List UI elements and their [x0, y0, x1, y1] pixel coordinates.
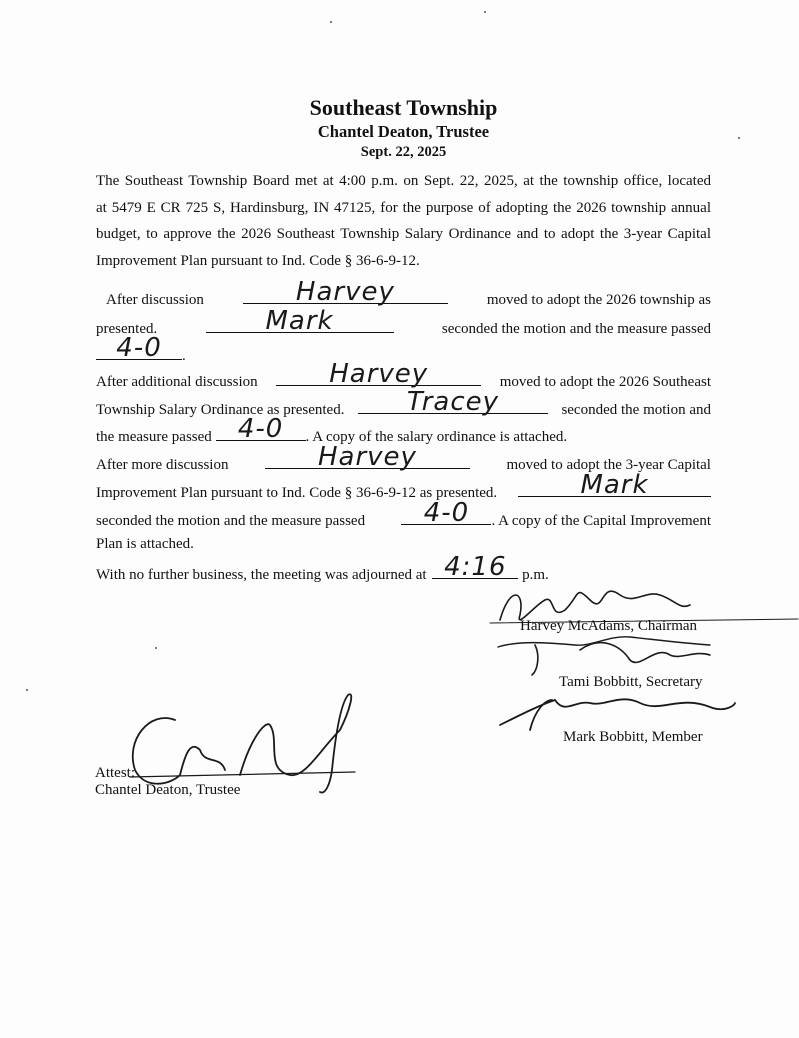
motion2-seconder: Tracey [406, 387, 500, 417]
motion1-mover-blank [243, 277, 448, 307]
motion1-lead: After discussion [106, 292, 204, 308]
motion3-mover-blank [265, 442, 470, 472]
motion2-line3-lead: the measure passed [96, 429, 212, 445]
motion3-vote: 4-0 [423, 498, 470, 528]
motion1-seconder-blank [206, 306, 394, 336]
motion1-after-mover: moved to adopt the 2026 township as [486, 292, 711, 308]
motion1-period: . [182, 348, 186, 364]
motion2-after-seconder: seconded the motion and [561, 402, 711, 418]
motion2-line1 [96, 359, 711, 391]
intro-paragraph [96, 168, 711, 274]
motion2-line2 [96, 387, 711, 419]
motion1-presented: presented. [96, 321, 158, 337]
motion2-mover: Harvey [329, 359, 429, 389]
motion3-seconder-blank [518, 470, 711, 500]
trustee-line: Chantel Deaton, Trustee [317, 122, 490, 141]
board-signatures-graphic [480, 575, 799, 750]
motion1-vote: 4-0 [116, 333, 162, 363]
secretary-label: Tami Bobbitt, Secretary [559, 674, 703, 690]
motion3-after-mover: moved to adopt the 3-year Capital [506, 457, 711, 473]
motion1-vote-blank [96, 333, 182, 363]
scan-speck [26, 689, 28, 691]
meeting-date: Sept. 22, 2025 [360, 144, 447, 160]
motion1-line3 [96, 333, 186, 365]
attest-label: Attest: [95, 765, 135, 781]
motion3-line2-lead: Improvement Plan pursuant to Ind. Code § 36-6-9-12 as presented. [96, 485, 498, 501]
intro-line: Improvement Plan pursuant to Ind. Code § 36-6-9-12. [96, 252, 420, 269]
adjourn-tail: p.m. [522, 567, 549, 583]
motion1-line2 [96, 306, 711, 338]
motion3-vote-blank [401, 498, 491, 528]
intro-line: The Southeast Township Board met at 4:00 p.m. on Sept. 22, 2025, at the township office, located [96, 173, 711, 189]
trustee-signature-label: Chantel Deaton, Trustee [95, 782, 241, 798]
motion2-mover-blank [276, 359, 481, 389]
motion1-after-seconder: seconded the motion and the measure passed [441, 321, 711, 337]
motion3-mover: Harvey [317, 442, 417, 472]
document-title: Southeast Township [309, 95, 498, 120]
intro-line: budget, to approve the 2026 Southeast Township Salary Ordinance and to adopt the 3-year Capital [96, 226, 711, 242]
chairman-label: Harvey McAdams, Chairman [520, 618, 698, 634]
motion3-line3-lead: seconded the motion and the measure passed [96, 513, 366, 529]
member-label: Mark Bobbitt, Member [563, 729, 703, 745]
adjourn-time: 4:16 [444, 552, 507, 582]
motion3-lead: After more discussion [96, 457, 229, 473]
motion2-after-mover: moved to adopt the 2026 Southeast [499, 374, 711, 390]
motion3-seconder: Mark [580, 470, 649, 500]
scan-speck [484, 11, 486, 13]
motion3-line3-tail: . A copy of the Capital Improvement [491, 513, 711, 529]
motion2-line3-tail: . A copy of the salary ordinance is attached. [305, 429, 568, 445]
motion2-vote-blank [216, 414, 306, 444]
motion2-line2-lead: Township Salary Ordinance as presented. [96, 402, 345, 418]
motion2-lead: After additional discussion [96, 374, 258, 390]
adjourn-lead: With no further business, the meeting was adjourned at [96, 567, 427, 583]
motion2-seconder-blank [358, 387, 548, 417]
scan-speck [330, 21, 332, 23]
motion2-vote: 4-0 [237, 414, 284, 444]
motion1-mover: Harvey [295, 277, 395, 307]
motion1-line1 [106, 277, 711, 309]
motion3-line2 [96, 470, 711, 502]
scan-speck [738, 137, 740, 139]
intro-line: at 5479 E CR 725 S, Hardinsburg, IN 47125, for the purpose of adopting the 2026 township annual [96, 199, 711, 216]
motion1-seconder: Mark [265, 306, 334, 336]
motion3-line4: Plan is attached. [96, 536, 194, 552]
scan-speck [155, 647, 157, 649]
motion3-line3 [96, 498, 711, 530]
